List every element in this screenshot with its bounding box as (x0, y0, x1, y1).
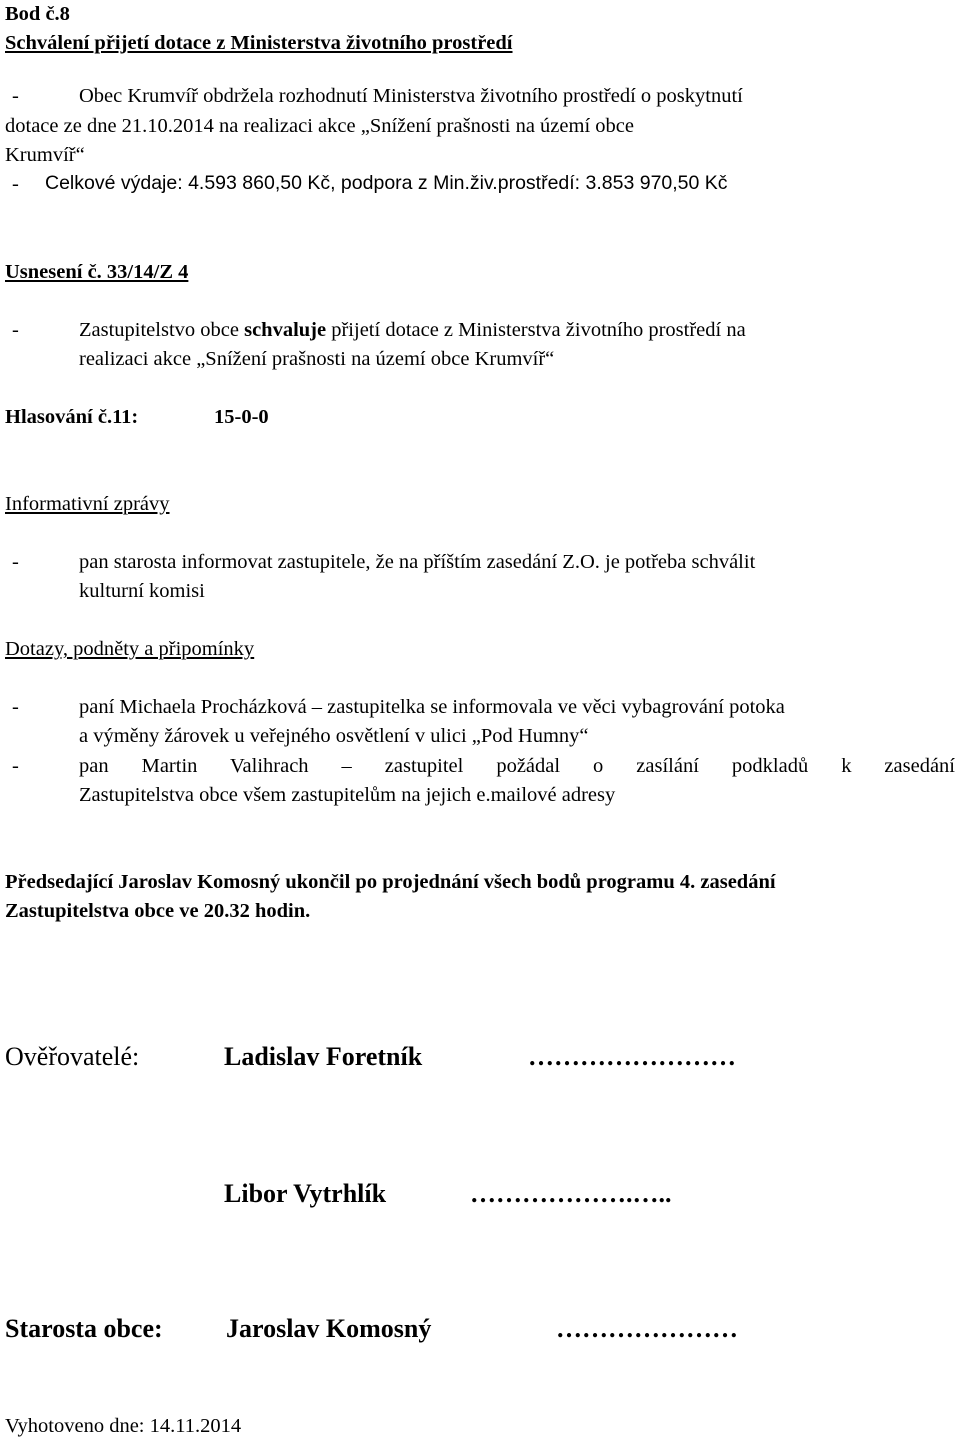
bullet-dash: - (12, 85, 19, 107)
item-title: Schválení přijetí dotace z Ministerstva životního prostředí (5, 32, 513, 54)
subsidy-text-line1: Obec Krumvíř obdržela rozhodnutí Ministerstva životního prostředí o poskytnutí (79, 85, 743, 107)
question2-line1: pan Martin Valihrach – zastupitel požádal o zasílání podkladů k zasedání (79, 755, 955, 777)
question2-line2: Zastupitelstva obce všem zastupitelům na jejich e.mailové adresy (79, 784, 616, 806)
closing-line1: Předsedající Jaroslav Komosný ukončil po projednání všech bodů programu 4. zasedání (5, 871, 776, 893)
resolution-text-line2: realizaci akce „Snížení prašnosti na území obce Krumvíř“ (79, 348, 555, 370)
verifier2-name: Libor Vytrhlík (224, 1179, 387, 1208)
question1-line2: a výměny žárovek u veřejného osvětlení v ulici „Pod Humny“ (79, 725, 589, 747)
verifier1-name: Ladislav Foretník (224, 1042, 423, 1071)
questions-heading: Dotazy, podněty a připomínky (5, 638, 255, 660)
resolution-verb: schvaluje (244, 319, 327, 341)
bullet-dash: - (12, 696, 19, 718)
vote-result: 15-0-0 (214, 406, 269, 428)
subsidy-text-line2: dotace ze dne 21.10.2014 na realizaci akce „Snížení prašnosti na území obce (5, 115, 634, 137)
bullet-dash: - (12, 755, 19, 777)
info-text-line1: pan starosta informovat zastupitele, že na příštím zasedání Z.O. je potřeba schválit (79, 551, 756, 573)
mayor-label: Starosta obce: (5, 1314, 163, 1343)
bullet-dash: - (12, 551, 19, 573)
verifier2-signature-line: ……………….….. (470, 1179, 672, 1208)
mayor-signature-line: ………………… (556, 1314, 738, 1343)
subsidy-text-line3: Krumvíř“ (5, 144, 85, 166)
resolution-heading: Usnesení č. 33/14/Z 4 (5, 261, 189, 283)
closing-line2: Zastupitelstva obce ve 20.32 hodin. (5, 900, 311, 922)
question1-line1: paní Michaela Procházková – zastupitelka se informovala ve věci vybagrování potoka (79, 696, 785, 718)
expenses-text: Celkové výdaje: 4.593 860,50 Kč, podpora z Min.živ.prostředí: 3.853 970,50 Kč (45, 172, 728, 194)
mayor-name: Jaroslav Komosný (226, 1314, 432, 1343)
resolution-text-line1: Zastupitelstvo obce schvaluje přijetí dotace z Ministerstva životního prostředí na (79, 319, 746, 341)
info-heading: Informativní zprávy (5, 493, 170, 515)
verifier1-signature-line: …………………… (528, 1042, 736, 1071)
issued-date: Vyhotoveno dne: 14.11.2014 (5, 1415, 242, 1437)
item-heading: Bod č.8 (5, 3, 70, 25)
bullet-dash: - (12, 173, 19, 195)
verifiers-label: Ověřovatelé: (5, 1042, 140, 1071)
bullet-dash: - (12, 319, 19, 341)
vote-label: Hlasování č.11: (5, 406, 139, 428)
info-text-line2: kulturní komisi (79, 580, 205, 602)
